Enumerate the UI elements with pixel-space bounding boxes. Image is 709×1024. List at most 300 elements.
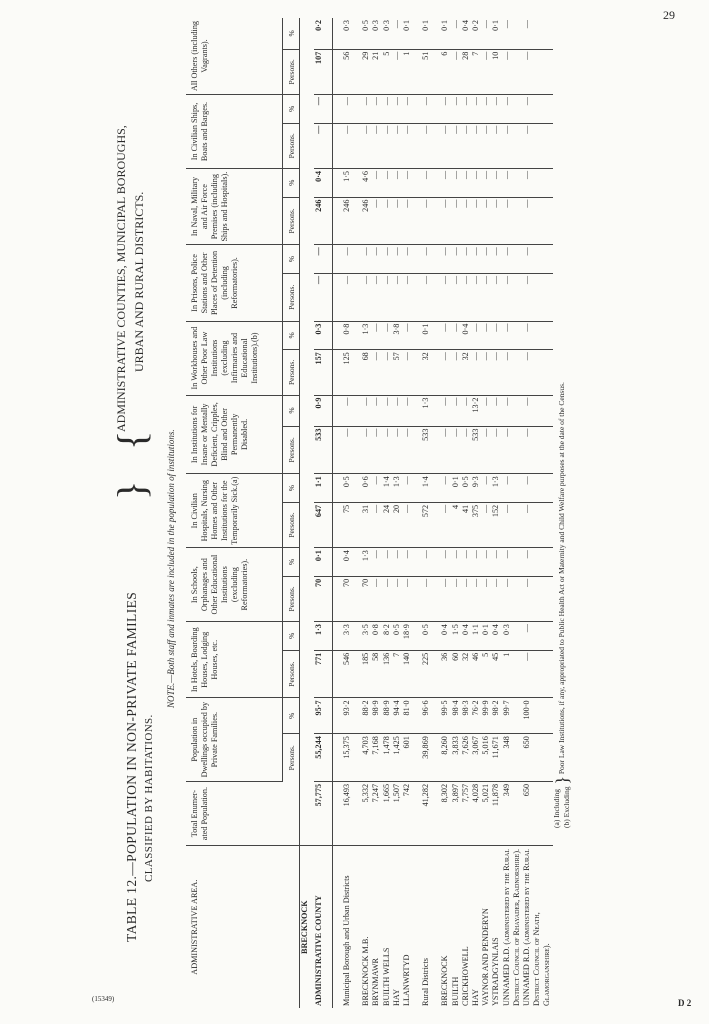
subheader-persons: Persons. (283, 273, 300, 321)
spacer-cell (412, 502, 421, 547)
group-total-row (421, 18, 431, 1008)
table-cell: 21 (371, 49, 381, 94)
table-cell: — (361, 123, 371, 168)
area-name: BUILTH WELLS (381, 947, 391, 1006)
table-cell: 0·3 (314, 321, 333, 350)
table-cell: — (481, 95, 491, 124)
table-cell: 5 (382, 49, 392, 94)
table-cell: — (451, 95, 461, 124)
spacer-cell (333, 49, 343, 94)
spacer-cell (431, 321, 440, 350)
table-cell: — (502, 49, 522, 94)
table-cell: 15,375 (342, 734, 352, 782)
classified-text: CLASSIFIED BY HABITATIONS. (143, 714, 155, 882)
table-cell: 16,493 (342, 781, 352, 845)
table-cell: 70 (361, 576, 371, 621)
table-body (300, 18, 553, 1008)
spacer-cell (333, 474, 343, 503)
spacer-cell (431, 350, 440, 395)
spacer-cell (431, 168, 440, 197)
subheader-percent: % (283, 18, 300, 49)
table-cell: 4,028 (471, 781, 481, 845)
table-cell: — (481, 273, 491, 321)
table-cell: — (382, 168, 392, 197)
spacer-cell (352, 245, 361, 274)
table-cell: — (481, 197, 491, 245)
spacer-cell (431, 245, 440, 274)
table-cell: — (461, 123, 471, 168)
table-cell: 20 (392, 502, 402, 547)
table-cell: — (461, 548, 471, 577)
table-cell: 349 (502, 781, 522, 845)
group-total-row (342, 18, 352, 1008)
table-cell: 0·5 (361, 18, 371, 49)
table-cell: — (440, 474, 450, 503)
table-cell: 136 (382, 650, 392, 698)
table-cell: — (522, 622, 553, 651)
spacer-cell (412, 395, 421, 426)
table-cell: — (451, 426, 461, 474)
table-cell: — (392, 273, 402, 321)
table-cell: 1·3 (314, 622, 333, 651)
area-name: YSTRADGYNLAIS (491, 937, 501, 1006)
table-cell: — (491, 395, 501, 426)
table-cell: — (502, 321, 522, 350)
district-row (491, 18, 501, 1008)
table-cell: — (491, 321, 501, 350)
area-name: BRECKNOCK M.B. (361, 936, 371, 1006)
header-workhouses: In Workhouses and Other Poor Law Institutions (excluding Infirmaries and Educational Institutions).(b) (186, 321, 283, 395)
table-cell: 7,168 (371, 734, 381, 782)
subheader-percent: % (283, 698, 300, 734)
table-cell: — (451, 273, 461, 321)
table-cell: 157 (314, 350, 333, 395)
table-cell: 1·4 (421, 474, 431, 503)
table-cell: — (491, 350, 501, 395)
district-row (440, 18, 450, 1008)
table-cell: 1·3 (361, 548, 371, 577)
header-ships: In Civilian Ships, Boats and Barges. (186, 95, 283, 169)
subtitle-line-2: URBAN AND RURAL DISTRICTS. (132, 191, 146, 372)
table-cell: — (502, 426, 522, 474)
table-cell: 5 (481, 650, 491, 698)
table-cell: — (440, 502, 450, 547)
table-cell: 1·3 (361, 321, 371, 350)
spacer-cell (352, 734, 361, 782)
table-cell: 32 (461, 650, 471, 698)
spacer-cell (431, 502, 440, 547)
table-cell: — (461, 273, 471, 321)
table-cell: — (314, 123, 333, 168)
table-cell: — (451, 49, 461, 94)
table-cell: — (342, 395, 352, 426)
header-prisons: In Prisons, Police Stations and Other Places of Detention (including Reformatories). (186, 245, 283, 321)
area-name: ADMINISTRATIVE COUNTY (314, 846, 333, 1008)
table-cell: 99·9 (481, 698, 491, 734)
subheader-persons: Persons. (283, 197, 300, 245)
table-cell: 3·5 (361, 622, 371, 651)
table-subtitle (112, 125, 148, 432)
spacer-cell (333, 273, 343, 321)
table-cell: — (481, 168, 491, 197)
spacer-cell (352, 321, 361, 350)
area-name: UNNAMED R.D. (administered by the Rural District Council of Rhayader, Radnorshire). (501, 848, 521, 1006)
table-cell: 88·2 (361, 698, 371, 734)
table-cell: — (471, 548, 481, 577)
spacer-cell (412, 18, 421, 49)
table-cell: — (502, 576, 522, 621)
table-cell: 0·3 (382, 18, 392, 49)
table-cell: 5,016 (481, 734, 491, 782)
spacer-cell (431, 846, 440, 1008)
table-cell: — (421, 123, 431, 168)
table-cell: — (522, 548, 553, 577)
spacer-cell (431, 273, 440, 321)
spacer-cell (333, 548, 343, 577)
table-cell: 98·3 (461, 698, 471, 734)
spacer-cell (431, 734, 440, 782)
spacer-cell (412, 698, 421, 734)
table-cell: — (522, 123, 553, 168)
table-cell: 41,282 (421, 781, 431, 845)
table-cell: — (440, 395, 450, 426)
table-cell: — (451, 548, 461, 577)
table-cell: 348 (502, 734, 522, 782)
table-cell: 1,478 (382, 734, 392, 782)
subheader-percent: % (283, 95, 300, 124)
table-cell: — (522, 49, 553, 94)
table-cell: — (342, 273, 352, 321)
subheader-persons: Persons. (283, 650, 300, 698)
table-cell: 10 (491, 49, 501, 94)
spacer-row (333, 18, 343, 1008)
district-row (502, 18, 522, 1008)
table-cell: — (371, 168, 381, 197)
table-cell: 0·5 (392, 622, 402, 651)
table-cell: 98·9 (371, 698, 381, 734)
subheader-percent: % (283, 168, 300, 197)
table-cell: — (361, 273, 371, 321)
table-cell: 39,869 (421, 734, 431, 782)
spacer-cell (333, 622, 343, 651)
spacer-cell (431, 197, 440, 245)
table-cell: — (502, 197, 522, 245)
header-private: Population in Dwellings occupied by Private Families. (186, 698, 283, 781)
table-cell: — (361, 426, 371, 474)
table-cell: — (392, 426, 402, 474)
table-cell: — (342, 245, 352, 274)
table-cell: — (502, 95, 522, 124)
table-cell: — (481, 548, 491, 577)
table-cell: 0·3 (502, 622, 522, 651)
area-name: BRECKNOCK (440, 955, 450, 1006)
spacer-cell (352, 395, 361, 426)
table-cell: — (402, 502, 412, 547)
table-cell: 41 (461, 502, 471, 547)
table-cell: 56 (342, 49, 352, 94)
table-cell: 0·8 (342, 321, 352, 350)
table-cell: 7,247 (371, 781, 381, 845)
table-cell: — (314, 273, 333, 321)
table-cell: — (522, 18, 553, 49)
spacer-cell (333, 426, 343, 474)
table-cell: 18·9 (402, 622, 412, 651)
spacer-cell (352, 474, 361, 503)
table-title (124, 592, 156, 942)
table-cell: — (491, 197, 501, 245)
table-cell: 68 (361, 350, 371, 395)
table-cell: — (471, 576, 481, 621)
area-name: VAYNOR AND PENDERYN (481, 908, 491, 1006)
table-cell: — (382, 548, 392, 577)
header-others: All Others (including Vagrants). (186, 18, 283, 95)
table-cell: 4·6 (361, 168, 371, 197)
subheader-percent: % (283, 548, 300, 577)
spacer-cell (412, 846, 421, 1008)
header-area: ADMINISTRATIVE AREA. (186, 846, 300, 1008)
spacer-cell (333, 245, 343, 274)
spacer-cell (412, 123, 421, 168)
table-cell: — (491, 426, 501, 474)
footnotes (552, 382, 572, 828)
table-cell: 0·1 (451, 474, 461, 503)
subheader-persons: Persons. (283, 350, 300, 395)
table-cell: — (440, 426, 450, 474)
table-cell: — (402, 168, 412, 197)
table-cell: 185 (361, 650, 371, 698)
table-cell: — (402, 395, 412, 426)
table-cell: 375 (471, 502, 481, 547)
rotated-table-page (74, 18, 694, 1008)
table-cell: — (440, 95, 450, 124)
spacer-row (431, 18, 440, 1008)
table-cell: 7 (471, 49, 481, 94)
table-cell: — (421, 273, 431, 321)
table-cell: 3,833 (451, 734, 461, 782)
table-cell: — (440, 548, 450, 577)
spacer-cell (352, 49, 361, 94)
header-insane: In Institutions for Insane or Mentally Deficient, Cripples, Blind and Other Permanently Disabled. (186, 395, 283, 474)
table-cell: 11,671 (491, 734, 501, 782)
spacer-cell (412, 474, 421, 503)
spacer-cell (412, 168, 421, 197)
table-cell: 0·1 (491, 18, 501, 49)
table-cell: 98·4 (451, 698, 461, 734)
district-row (451, 18, 461, 1008)
area-name: CRICKHOWELL (460, 946, 470, 1006)
spacer-cell (412, 49, 421, 94)
table-cell: — (451, 245, 461, 274)
table-cell: 31 (361, 502, 371, 547)
spacer-cell (431, 781, 440, 845)
table-cell: — (522, 245, 553, 274)
table-cell: — (481, 18, 491, 49)
table-cell: — (522, 474, 553, 503)
table-cell: — (402, 474, 412, 503)
table-cell: 3,067 (471, 734, 481, 782)
table-cell: 99·5 (440, 698, 450, 734)
table-cell: — (471, 95, 481, 124)
table-cell: — (491, 95, 501, 124)
table-cell: 11,878 (491, 781, 501, 845)
spacer-cell (412, 245, 421, 274)
spacer-cell (431, 426, 440, 474)
table-cell: 0·1 (481, 622, 491, 651)
spacer-cell (333, 168, 343, 197)
table-cell: — (382, 123, 392, 168)
table-cell: 140 (402, 650, 412, 698)
table-cell: 533 (314, 426, 333, 474)
spacer-cell (412, 350, 421, 395)
spacer-cell (352, 698, 361, 734)
table-cell: 3,897 (451, 781, 461, 845)
table-heading (74, 18, 176, 1008)
table-cell: 0·4 (461, 622, 471, 651)
district-row (361, 18, 371, 1008)
table-cell: 36 (440, 650, 450, 698)
title-text: TABLE 12.—POPULATION IN NON-PRIVATE FAMILIES (124, 591, 139, 942)
spacer-cell (333, 95, 343, 124)
table-cell: 0·8 (371, 622, 381, 651)
district-row (481, 18, 491, 1008)
table-cell: 650 (522, 734, 553, 782)
table-cell: 1·3 (491, 474, 501, 503)
header-naval: In Naval, Military and Air Force Premises (including Ships and Hospitals). (186, 168, 283, 244)
table-cell: — (461, 197, 471, 245)
table-cell: 1·5 (451, 622, 461, 651)
table-cell: — (481, 395, 491, 426)
table-cell: 0·1 (402, 18, 412, 49)
table-cell: — (402, 197, 412, 245)
table-cell: — (382, 245, 392, 274)
table-cell: 0·1 (421, 321, 431, 350)
spacer-cell (431, 49, 440, 94)
table-cell: — (522, 95, 553, 124)
table-cell: 7 (392, 650, 402, 698)
subheader-percent: % (283, 622, 300, 651)
subheader-percent: % (283, 474, 300, 503)
table-cell: 100·0 (522, 698, 553, 734)
spacer-cell (352, 350, 361, 395)
table-cell: 0·9 (314, 395, 333, 426)
table-cell: — (402, 273, 412, 321)
table-cell: — (371, 576, 381, 621)
table-cell: — (382, 273, 392, 321)
table-cell: — (491, 168, 501, 197)
table-cell: — (481, 321, 491, 350)
table-cell: — (371, 321, 381, 350)
table-cell: — (440, 273, 450, 321)
table-cell: 225 (421, 650, 431, 698)
spacer-cell (412, 650, 421, 698)
table-cell: — (382, 350, 392, 395)
table-cell: — (522, 321, 553, 350)
table-cell: 1 (502, 650, 522, 698)
table-cell: — (471, 197, 481, 245)
table-cell: 9·3 (471, 474, 481, 503)
table-cell: — (371, 245, 381, 274)
table-cell: 32 (461, 350, 471, 395)
table-cell: — (382, 426, 392, 474)
table-cell: — (382, 395, 392, 426)
table-cell: 246 (361, 197, 371, 245)
table-cell: — (502, 123, 522, 168)
table-cell: — (491, 245, 501, 274)
table-cell: 1·5 (342, 168, 352, 197)
spacer-cell (412, 95, 421, 124)
table-cell: 533 (421, 426, 431, 474)
table-cell: — (382, 576, 392, 621)
spacer-cell (412, 576, 421, 621)
table-cell: 51 (421, 49, 431, 94)
table-cell: — (421, 95, 431, 124)
spacer-cell (431, 576, 440, 621)
table-cell: — (371, 474, 381, 503)
table-cell: 0·2 (314, 18, 333, 49)
spacer-cell (333, 734, 343, 782)
table-cell: — (481, 350, 491, 395)
table-cell: — (371, 395, 381, 426)
table-cell: — (481, 49, 491, 94)
spacer-cell (333, 846, 343, 1008)
table-cell: 5,021 (481, 781, 491, 845)
subheader-persons: Persons. (283, 502, 300, 547)
table-cell: 93·2 (342, 698, 352, 734)
table-cell: 57 (392, 350, 402, 395)
spacer-cell (412, 197, 421, 245)
table-cell: — (361, 245, 371, 274)
table-cell: 0·4 (491, 622, 501, 651)
table-cell: — (402, 321, 412, 350)
table-cell: 0·4 (314, 168, 333, 197)
table-cell: — (471, 123, 481, 168)
table-cell: — (481, 245, 491, 274)
table-cell: 1·1 (471, 622, 481, 651)
table-cell: — (491, 123, 501, 168)
table-cell: — (342, 95, 352, 124)
county-total-row (314, 18, 333, 1008)
table-cell: — (481, 502, 491, 547)
spacer-cell (431, 548, 440, 577)
subheader-percent: % (283, 321, 300, 350)
table-cell: — (371, 95, 381, 124)
table-cell: 246 (314, 197, 333, 245)
table-cell: — (402, 350, 412, 395)
signature-mark: D 2 (678, 998, 692, 1008)
table-cell: 0·3 (342, 18, 352, 49)
spacer-row (352, 18, 361, 1008)
table-cell: 29 (361, 49, 371, 94)
table-cell: — (461, 426, 471, 474)
spacer-row (412, 18, 421, 1008)
table-cell: 13·2 (471, 395, 481, 426)
subtitle-line-1: ADMINISTRATIVE COUNTIES, MUNICIPAL BOROUGHS, (114, 125, 128, 432)
table-cell: 32 (421, 350, 431, 395)
table-cell: — (502, 474, 522, 503)
table-cell: — (392, 18, 402, 49)
spacer-cell (412, 622, 421, 651)
table-cell: 98·2 (491, 698, 501, 734)
table-cell: 70 (342, 576, 352, 621)
spacer-cell (412, 548, 421, 577)
table-cell: — (402, 245, 412, 274)
spacer-cell (412, 734, 421, 782)
table-cell: — (440, 321, 450, 350)
table-cell: — (342, 426, 352, 474)
spacer-cell (412, 273, 421, 321)
table-cell: — (361, 395, 371, 426)
table-cell: — (461, 168, 471, 197)
